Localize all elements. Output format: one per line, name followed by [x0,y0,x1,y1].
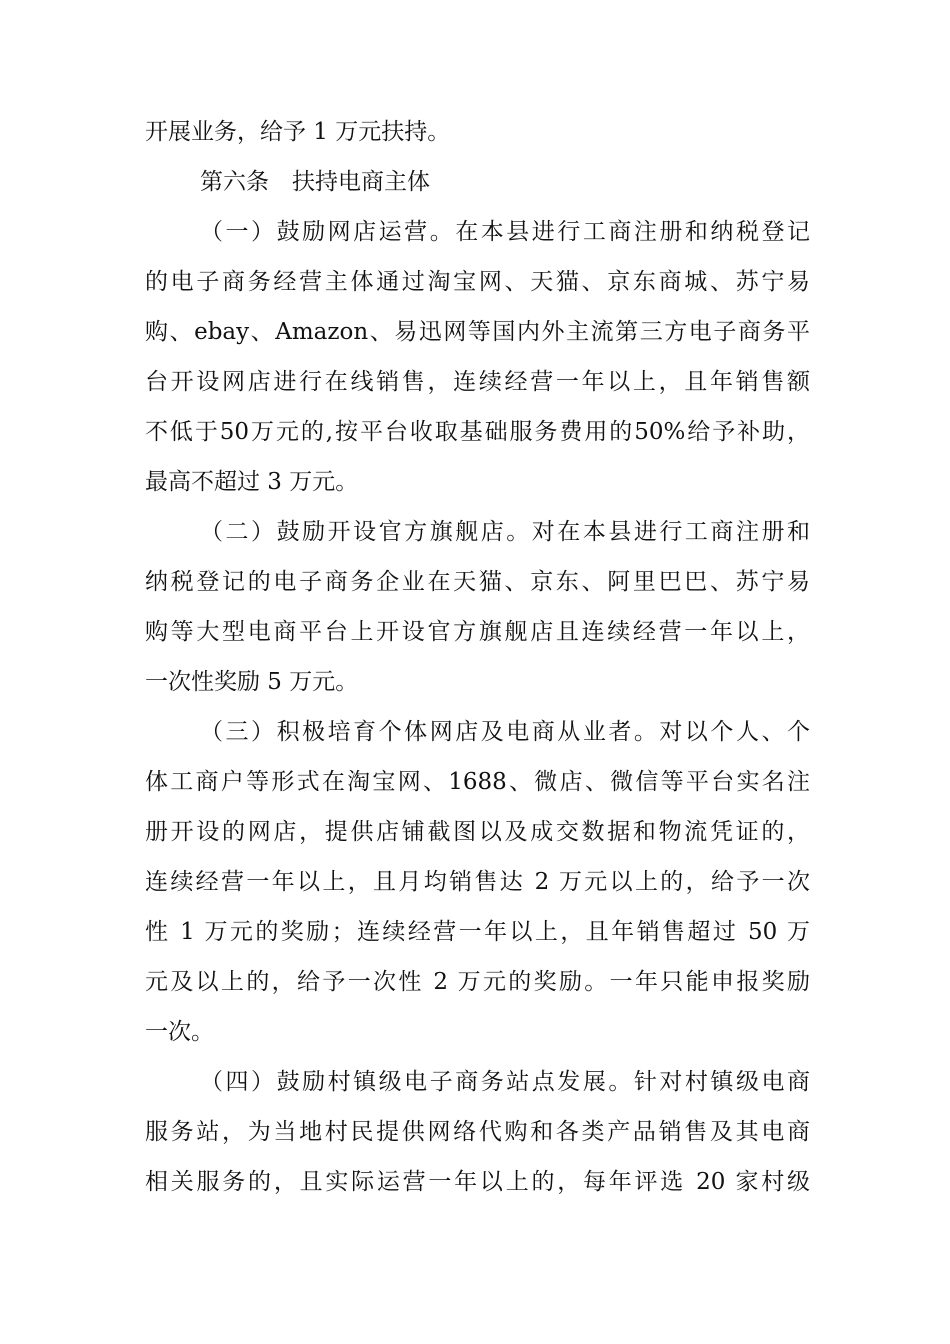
text-line: 元及以上的，给予一次性 2 万元的奖励。一年只能申报奖励 [145,969,810,995]
text-line: 购、ebay、Amazon、易迅网等国内外主流第三方电子商务平 [145,319,810,345]
text-line: 一次性奖励 5 万元。 [145,669,359,695]
text-line: 相关服务的，且实际运营一年以上的，每年评选 20 家村级 [145,1169,810,1195]
text-line: 最高不超过 3 万元。 [145,469,359,495]
text-line: 纳税登记的电子商务企业在天猫、京东、阿里巴巴、苏宁易 [145,569,810,595]
text-line: （四）鼓励村镇级电子商务站点发展。针对村镇级电商 [200,1069,810,1095]
text-line: 性 1 万元的奖励；连续经营一年以上，且年销售超过 50 万 [145,919,810,945]
text-line: 的电子商务经营主体通过淘宝网、天猫、京东商城、苏宁易 [145,269,810,295]
text-line: （三）积极培育个体网店及电商从业者。对以个人、个 [200,719,810,745]
text-line: 服务站，为当地村民提供网络代购和各类产品销售及其电商 [145,1119,810,1145]
text-line: （一）鼓励网店运营。在本县进行工商注册和纳税登记 [200,219,810,245]
text-line: 一次。 [145,1019,214,1045]
text-line: 连续经营一年以上，且月均销售达 2 万元以上的，给予一次 [145,869,810,895]
text-line: （二）鼓励开设官方旗舰店。对在本县进行工商注册和 [200,519,810,545]
text-line: 购等大型电商平台上开设官方旗舰店且连续经营一年以上， [145,619,810,645]
text-line: 不低于50万元的,按平台收取基础服务费用的50%给予补助， [145,419,810,445]
text-line: 册开设的网店，提供店铺截图以及成交数据和物流凭证的， [145,819,810,845]
text-line: 开展业务，给予 1 万元扶持。 [145,119,451,145]
text-line: 台开设网店进行在线销售，连续经营一年以上，且年销售额 [145,369,810,395]
text-line: 体工商户等形式在淘宝网、1688、微店、微信等平台实名注 [145,769,810,795]
section-heading: 第六条 扶持电商主体 [200,169,430,195]
